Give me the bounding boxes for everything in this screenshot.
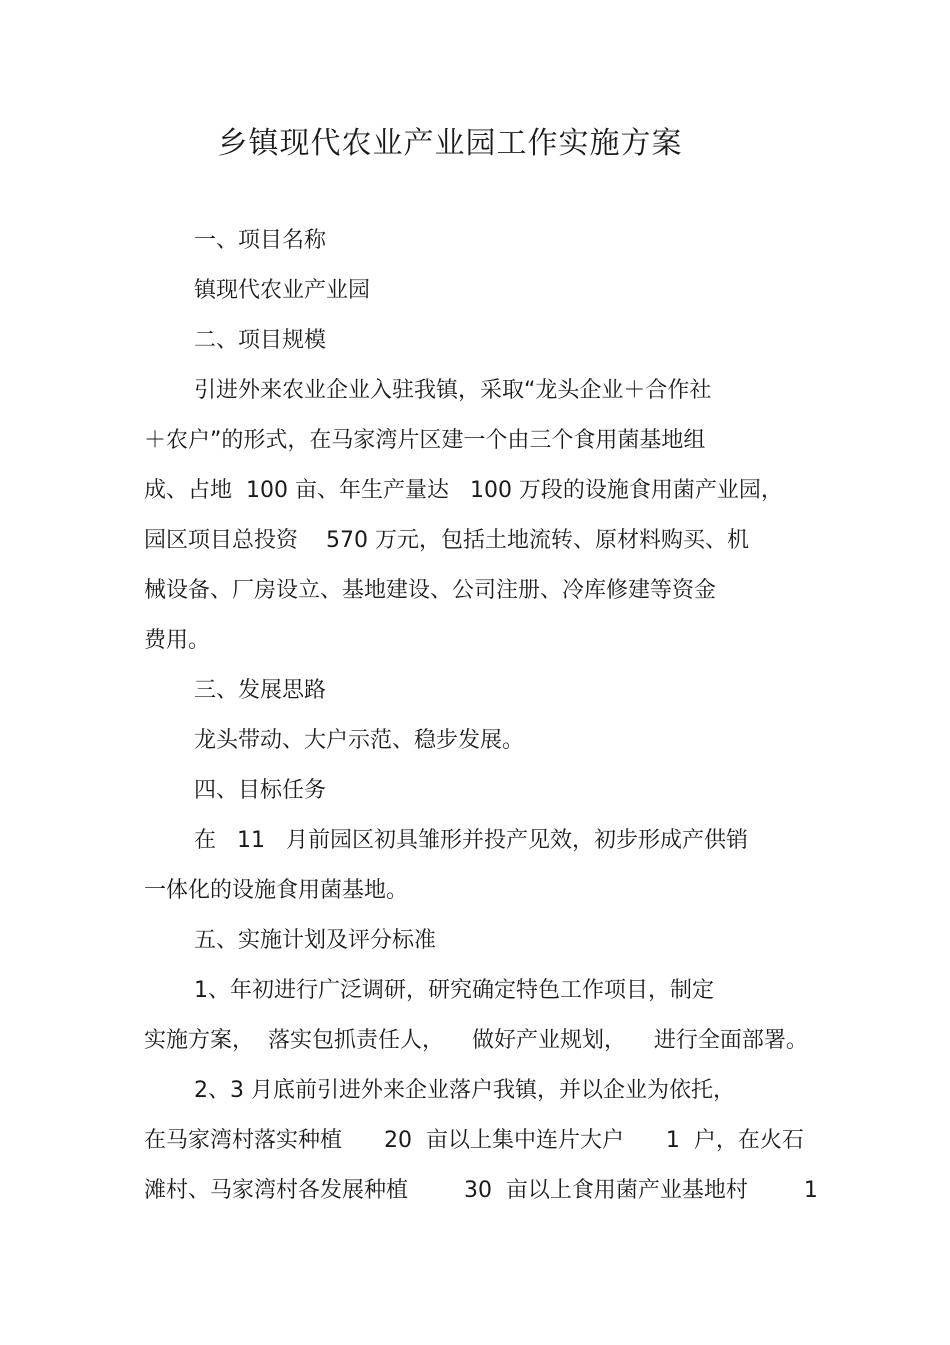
paragraph-line: 1、年初进行广泛调研，研究确定特色工作项目，制定 bbox=[194, 978, 714, 1003]
paragraph-line: 龙头带动、大户示范、稳步发展。 bbox=[194, 728, 525, 753]
paragraph-line: 引进外来农业企业入驻我镇，采取“龙头企业＋合作社 bbox=[194, 378, 712, 403]
paragraph-line: 2、3 月底前引进外来企业落户我镇，并以企业为依托， bbox=[194, 1078, 735, 1103]
paragraph-line: 镇现代农业产业园 bbox=[194, 278, 371, 303]
paragraph-line: 在马家湾村落实种植 20 亩以上集中连片大户 1 户，在火石 bbox=[144, 1128, 804, 1153]
section-heading-goals: 四、目标任务 bbox=[194, 778, 327, 803]
paragraph-line: ＋农户”的形式，在马家湾片区建一个由三个食用菌基地组 bbox=[144, 428, 706, 453]
paragraph-line: 在 11 月前园区初具雏形并投产见效，初步形成产供销 bbox=[194, 828, 748, 853]
paragraph-line: 成、占地 100 亩、年生产量达 100 万段的设施食用菌产业园， bbox=[144, 478, 783, 503]
section-heading-implementation-plan: 五、实施计划及评分标准 bbox=[194, 928, 437, 953]
paragraph-line: 滩村、马家湾村各发展种植 30 亩以上食用菌产业基地村 1 bbox=[144, 1178, 818, 1203]
document-title: 乡镇现代农业产业园工作实施方案 bbox=[217, 126, 683, 161]
section-heading-development-idea: 三、发展思路 bbox=[194, 678, 327, 703]
paragraph-line: 园区项目总投资 570 万元，包括土地流转、原材料购买、机 bbox=[144, 528, 749, 553]
paragraph-line: 费用。 bbox=[144, 628, 211, 653]
paragraph-line: 械设备、厂房设立、基地建设、公司注册、冷库修建等资金 bbox=[144, 578, 717, 603]
paragraph-line: 一体化的设施食用菌基地。 bbox=[144, 878, 409, 903]
section-heading-project-name: 一、项目名称 bbox=[194, 228, 327, 253]
section-heading-project-scale: 二、项目规模 bbox=[194, 328, 327, 353]
paragraph-line: 实施方案， 落实包抓责任人， 做好产业规划， 进行全面部署。 bbox=[144, 1028, 808, 1053]
